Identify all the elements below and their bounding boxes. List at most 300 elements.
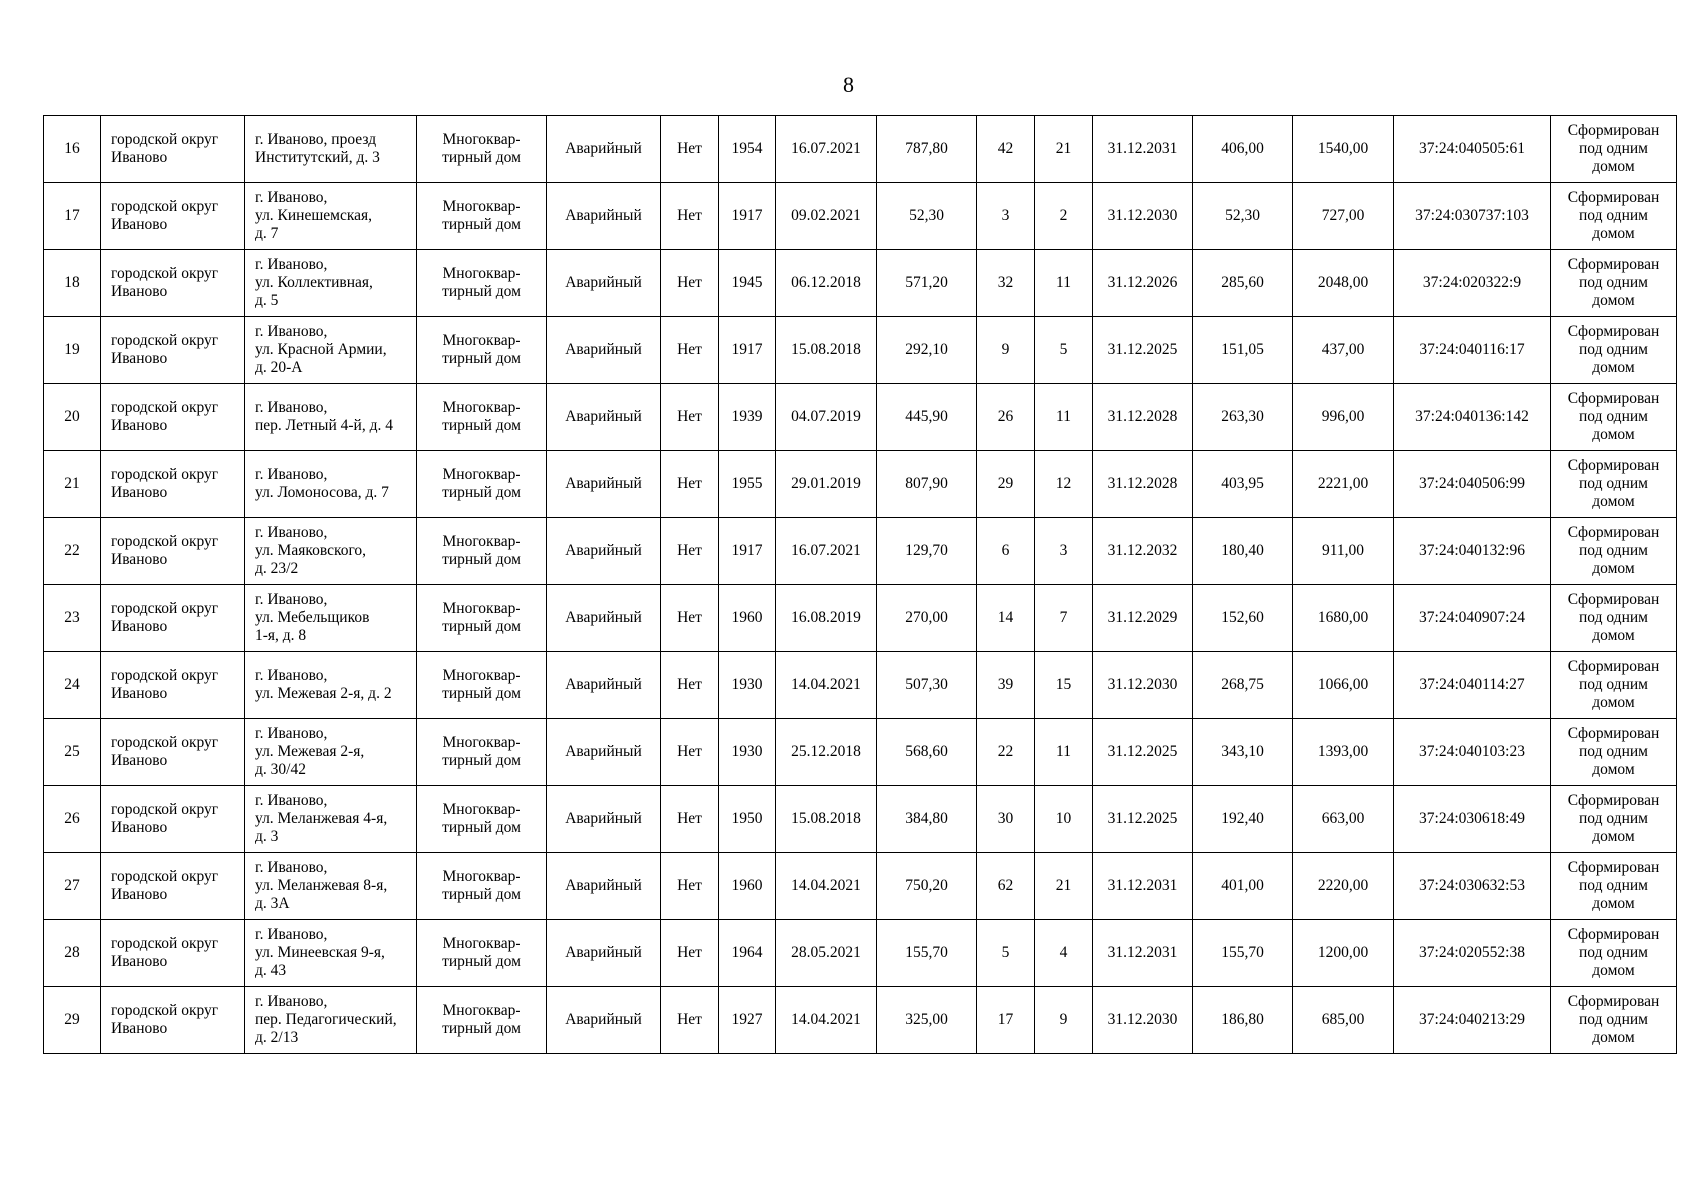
condition-status-cell: Аварийный <box>547 317 661 384</box>
units-count-cell: 21 <box>1035 116 1093 183</box>
residents-count-cell: 29 <box>977 451 1035 518</box>
municipality-line: городской округ <box>111 1002 219 1019</box>
land-status-cell <box>1551 786 1677 853</box>
land-status-line: домом <box>1592 962 1635 979</box>
recognition-date-cell: 29.01.2019 <box>776 451 877 518</box>
resettlement-area-cell: 152,60 <box>1193 585 1293 652</box>
building-type-line: тирный дом <box>442 1020 521 1037</box>
municipality-line: Иваново <box>111 283 168 300</box>
land-status-line: Сформирован <box>1567 591 1660 608</box>
planned-date-cell: 31.12.2030 <box>1093 987 1193 1054</box>
condition-status-cell: Аварийный <box>547 987 661 1054</box>
units-count-cell: 2 <box>1035 183 1093 250</box>
table-row <box>44 250 1677 317</box>
land-status-line: домом <box>1592 158 1635 175</box>
flag-cell: Нет <box>661 250 719 317</box>
flag-cell: Нет <box>661 116 719 183</box>
building-type-cell <box>417 451 547 518</box>
municipality-line: городской округ <box>111 935 219 952</box>
address-cell <box>245 987 417 1054</box>
address-line: д. 43 <box>255 962 287 979</box>
municipality-cell <box>101 116 245 183</box>
building-type-cell <box>417 585 547 652</box>
recognition-date-cell: 15.08.2018 <box>776 786 877 853</box>
land-status-line: под одним <box>1579 408 1648 425</box>
resettlement-area-cell: 155,70 <box>1193 920 1293 987</box>
land-status-line: домом <box>1592 761 1635 778</box>
recognition-date-cell: 14.04.2021 <box>776 652 877 719</box>
municipality-line: городской округ <box>111 332 219 349</box>
build-year-cell: 1927 <box>719 987 776 1054</box>
land-status-cell <box>1551 518 1677 585</box>
build-year-cell: 1960 <box>719 585 776 652</box>
condition-status-cell: Аварийный <box>547 250 661 317</box>
table-row <box>44 585 1677 652</box>
flag-cell: Нет <box>661 384 719 451</box>
building-type-line: тирный дом <box>442 216 521 233</box>
resettlement-area-cell: 285,60 <box>1193 250 1293 317</box>
land-status-line: Сформирован <box>1567 457 1660 474</box>
recognition-date-cell: 06.12.2018 <box>776 250 877 317</box>
land-status-line: Сформирован <box>1567 725 1660 742</box>
planned-date-cell: 31.12.2030 <box>1093 652 1193 719</box>
table-row <box>44 652 1677 719</box>
address-line: д. 2/13 <box>255 1029 299 1046</box>
municipality-line: Иваново <box>111 685 168 702</box>
build-year-cell: 1930 <box>719 652 776 719</box>
table-row <box>44 317 1677 384</box>
address-line: г. Иваново, <box>255 926 328 943</box>
build-year-cell: 1939 <box>719 384 776 451</box>
building-type-line: тирный дом <box>442 752 521 769</box>
table-row <box>44 116 1677 183</box>
building-type-line: Многоквар- <box>442 399 521 416</box>
land-status-cell <box>1551 116 1677 183</box>
total-area-cell: 507,30 <box>877 652 977 719</box>
municipality-line: городской округ <box>111 466 219 483</box>
registry-body <box>44 116 1677 1054</box>
table-row <box>44 786 1677 853</box>
resettlement-area-cell: 268,75 <box>1193 652 1293 719</box>
municipality-cell <box>101 317 245 384</box>
units-count-cell: 10 <box>1035 786 1093 853</box>
land-status-line: под одним <box>1579 140 1648 157</box>
address-line: д. 23/2 <box>255 560 299 577</box>
building-type-line: Многоквар- <box>442 131 521 148</box>
total-area-cell: 270,00 <box>877 585 977 652</box>
building-type-cell <box>417 317 547 384</box>
cadastral-number-cell: 37:24:040506:99 <box>1394 451 1551 518</box>
address-line: г. Иваново, <box>255 591 328 608</box>
address-line: ул. Кинешемская, <box>255 207 373 224</box>
municipality-line: Иваново <box>111 618 168 635</box>
row-number-cell: 26 <box>44 786 101 853</box>
cadastral-number-cell: 37:24:030618:49 <box>1394 786 1551 853</box>
municipality-cell <box>101 987 245 1054</box>
land-status-line: домом <box>1592 292 1635 309</box>
land-area-cell: 2220,00 <box>1293 853 1394 920</box>
flag-cell: Нет <box>661 920 719 987</box>
municipality-cell <box>101 451 245 518</box>
build-year-cell: 1917 <box>719 518 776 585</box>
units-count-cell: 11 <box>1035 384 1093 451</box>
land-status-line: Сформирован <box>1567 859 1660 876</box>
table-row <box>44 183 1677 250</box>
planned-date-cell: 31.12.2029 <box>1093 585 1193 652</box>
municipality-cell <box>101 585 245 652</box>
address-line: д. 7 <box>255 225 279 242</box>
cadastral-number-cell: 37:24:040116:17 <box>1394 317 1551 384</box>
cadastral-number-cell: 37:24:020552:38 <box>1394 920 1551 987</box>
residents-count-cell: 9 <box>977 317 1035 384</box>
building-type-line: тирный дом <box>442 350 521 367</box>
planned-date-cell: 31.12.2025 <box>1093 317 1193 384</box>
land-status-line: Сформирован <box>1567 256 1660 273</box>
building-type-line: тирный дом <box>442 417 521 434</box>
building-type-line: Многоквар- <box>442 1002 521 1019</box>
land-status-cell <box>1551 384 1677 451</box>
land-area-cell: 1540,00 <box>1293 116 1394 183</box>
recognition-date-cell: 14.04.2021 <box>776 987 877 1054</box>
residents-count-cell: 32 <box>977 250 1035 317</box>
recognition-date-cell: 04.07.2019 <box>776 384 877 451</box>
planned-date-cell: 31.12.2032 <box>1093 518 1193 585</box>
municipality-cell <box>101 384 245 451</box>
municipality-line: Иваново <box>111 886 168 903</box>
municipality-line: городской округ <box>111 734 219 751</box>
total-area-cell: 568,60 <box>877 719 977 786</box>
land-status-line: домом <box>1592 493 1635 510</box>
row-number-cell: 27 <box>44 853 101 920</box>
recognition-date-cell: 25.12.2018 <box>776 719 877 786</box>
building-type-line: Многоквар- <box>442 198 521 215</box>
recognition-date-cell: 28.05.2021 <box>776 920 877 987</box>
land-status-line: домом <box>1592 828 1635 845</box>
flag-cell: Нет <box>661 317 719 384</box>
resettlement-area-cell: 406,00 <box>1193 116 1293 183</box>
row-number-cell: 19 <box>44 317 101 384</box>
municipality-line: Иваново <box>111 819 168 836</box>
build-year-cell: 1964 <box>719 920 776 987</box>
total-area-cell: 155,70 <box>877 920 977 987</box>
land-status-line: под одним <box>1579 475 1648 492</box>
address-line: д. 30/42 <box>255 761 306 778</box>
land-status-line: домом <box>1592 627 1635 644</box>
address-line: д. 3А <box>255 895 290 912</box>
flag-cell: Нет <box>661 183 719 250</box>
land-status-line: под одним <box>1579 944 1648 961</box>
building-type-cell <box>417 987 547 1054</box>
flag-cell: Нет <box>661 518 719 585</box>
land-status-line: домом <box>1592 426 1635 443</box>
units-count-cell: 5 <box>1035 317 1093 384</box>
land-status-cell <box>1551 987 1677 1054</box>
condition-status-cell: Аварийный <box>547 853 661 920</box>
building-type-cell <box>417 518 547 585</box>
address-line: д. 3 <box>255 828 279 845</box>
table-row <box>44 920 1677 987</box>
address-line: г. Иваново, <box>255 667 328 684</box>
land-status-line: под одним <box>1579 676 1648 693</box>
address-line: ул. Маяковского, <box>255 542 367 559</box>
row-number-cell: 17 <box>44 183 101 250</box>
address-line: г. Иваново, <box>255 256 328 273</box>
land-status-line: Сформирован <box>1567 926 1660 943</box>
condition-status-cell: Аварийный <box>547 920 661 987</box>
building-type-line: тирный дом <box>442 953 521 970</box>
building-type-cell <box>417 384 547 451</box>
resettlement-area-cell: 343,10 <box>1193 719 1293 786</box>
cadastral-number-cell: 37:24:040505:61 <box>1394 116 1551 183</box>
building-type-line: тирный дом <box>442 484 521 501</box>
row-number-cell: 25 <box>44 719 101 786</box>
table-row <box>44 853 1677 920</box>
flag-cell: Нет <box>661 719 719 786</box>
address-line: г. Иваново, <box>255 993 328 1010</box>
units-count-cell: 11 <box>1035 719 1093 786</box>
address-line: г. Иваново, <box>255 524 328 541</box>
municipality-line: городской округ <box>111 131 219 148</box>
land-area-cell: 727,00 <box>1293 183 1394 250</box>
residents-count-cell: 62 <box>977 853 1035 920</box>
condition-status-cell: Аварийный <box>547 384 661 451</box>
address-cell <box>245 518 417 585</box>
residents-count-cell: 26 <box>977 384 1035 451</box>
municipality-line: Иваново <box>111 484 168 501</box>
address-line: ул. Коллективная, <box>255 274 373 291</box>
address-line: ул. Красной Армии, <box>255 341 387 358</box>
address-cell <box>245 384 417 451</box>
planned-date-cell: 31.12.2028 <box>1093 451 1193 518</box>
land-status-line: Сформирован <box>1567 658 1660 675</box>
address-line: г. Иваново, <box>255 189 328 206</box>
address-line: ул. Межевая 2-я, д. 2 <box>255 685 392 702</box>
building-type-line: тирный дом <box>442 618 521 635</box>
address-cell <box>245 317 417 384</box>
municipality-cell <box>101 853 245 920</box>
address-line: д. 5 <box>255 292 279 309</box>
units-count-cell: 12 <box>1035 451 1093 518</box>
land-status-line: Сформирован <box>1567 323 1660 340</box>
page-number: 8 <box>843 72 854 97</box>
municipality-line: городской округ <box>111 198 219 215</box>
build-year-cell: 1960 <box>719 853 776 920</box>
residents-count-cell: 42 <box>977 116 1035 183</box>
planned-date-cell: 31.12.2031 <box>1093 853 1193 920</box>
recognition-date-cell: 09.02.2021 <box>776 183 877 250</box>
total-area-cell: 807,90 <box>877 451 977 518</box>
land-status-line: домом <box>1592 359 1635 376</box>
flag-cell: Нет <box>661 987 719 1054</box>
total-area-cell: 325,00 <box>877 987 977 1054</box>
land-area-cell: 663,00 <box>1293 786 1394 853</box>
municipality-line: Иваново <box>111 350 168 367</box>
land-status-line: домом <box>1592 895 1635 912</box>
address-cell <box>245 719 417 786</box>
address-cell <box>245 585 417 652</box>
building-type-line: тирный дом <box>442 819 521 836</box>
land-status-line: Сформирован <box>1567 189 1660 206</box>
residents-count-cell: 3 <box>977 183 1035 250</box>
condition-status-cell: Аварийный <box>547 585 661 652</box>
condition-status-cell: Аварийный <box>547 719 661 786</box>
recognition-date-cell: 16.08.2019 <box>776 585 877 652</box>
residents-count-cell: 39 <box>977 652 1035 719</box>
building-type-line: Многоквар- <box>442 265 521 282</box>
land-status-line: под одним <box>1579 1011 1648 1028</box>
land-status-cell <box>1551 920 1677 987</box>
building-type-cell <box>417 719 547 786</box>
land-status-cell <box>1551 250 1677 317</box>
build-year-cell: 1950 <box>719 786 776 853</box>
building-type-line: тирный дом <box>442 283 521 300</box>
land-status-cell <box>1551 317 1677 384</box>
total-area-cell: 571,20 <box>877 250 977 317</box>
units-count-cell: 3 <box>1035 518 1093 585</box>
row-number-cell: 18 <box>44 250 101 317</box>
land-status-line: домом <box>1592 1029 1635 1046</box>
building-type-line: Многоквар- <box>442 801 521 818</box>
planned-date-cell: 31.12.2026 <box>1093 250 1193 317</box>
land-area-cell: 911,00 <box>1293 518 1394 585</box>
municipality-cell <box>101 719 245 786</box>
address-line: г. Иваново, <box>255 725 328 742</box>
address-line: г. Иваново, <box>255 323 328 340</box>
address-line: ул. Ломоносова, д. 7 <box>255 484 389 501</box>
municipality-line: городской округ <box>111 868 219 885</box>
land-status-line: домом <box>1592 225 1635 242</box>
cadastral-number-cell: 37:24:040136:142 <box>1394 384 1551 451</box>
total-area-cell: 52,30 <box>877 183 977 250</box>
land-status-cell <box>1551 585 1677 652</box>
condition-status-cell: Аварийный <box>547 116 661 183</box>
municipality-line: городской округ <box>111 533 219 550</box>
condition-status-cell: Аварийный <box>547 786 661 853</box>
address-cell <box>245 786 417 853</box>
residents-count-cell: 30 <box>977 786 1035 853</box>
flag-cell: Нет <box>661 652 719 719</box>
address-line: ул. Мебельщиков <box>255 609 370 626</box>
land-area-cell: 1200,00 <box>1293 920 1394 987</box>
total-area-cell: 384,80 <box>877 786 977 853</box>
address-line: 1-я, д. 8 <box>255 627 307 644</box>
address-line: ул. Меланжевая 8-я, <box>255 877 388 894</box>
resettlement-area-cell: 403,95 <box>1193 451 1293 518</box>
row-number-cell: 23 <box>44 585 101 652</box>
municipality-line: городской округ <box>111 399 219 416</box>
municipality-cell <box>101 920 245 987</box>
recognition-date-cell: 16.07.2021 <box>776 116 877 183</box>
municipality-line: городской округ <box>111 265 219 282</box>
address-cell <box>245 652 417 719</box>
recognition-date-cell: 15.08.2018 <box>776 317 877 384</box>
municipality-cell <box>101 518 245 585</box>
building-type-cell <box>417 116 547 183</box>
build-year-cell: 1917 <box>719 317 776 384</box>
total-area-cell: 129,70 <box>877 518 977 585</box>
building-type-line: Многоквар- <box>442 868 521 885</box>
build-year-cell: 1955 <box>719 451 776 518</box>
build-year-cell: 1917 <box>719 183 776 250</box>
row-number-cell: 28 <box>44 920 101 987</box>
land-status-line: под одним <box>1579 877 1648 894</box>
building-type-line: Многоквар- <box>442 734 521 751</box>
building-type-line: тирный дом <box>442 685 521 702</box>
condition-status-cell: Аварийный <box>547 183 661 250</box>
land-status-line: под одним <box>1579 274 1648 291</box>
municipality-line: Иваново <box>111 551 168 568</box>
flag-cell: Нет <box>661 451 719 518</box>
building-type-cell <box>417 853 547 920</box>
building-type-cell <box>417 250 547 317</box>
land-status-cell <box>1551 183 1677 250</box>
municipality-line: городской округ <box>111 801 219 818</box>
address-line: пер. Летный 4-й, д. 4 <box>255 417 393 434</box>
land-area-cell: 2221,00 <box>1293 451 1394 518</box>
address-line: ул. Минеевская 9-я, <box>255 944 385 961</box>
table-row <box>44 987 1677 1054</box>
cadastral-number-cell: 37:24:040907:24 <box>1394 585 1551 652</box>
build-year-cell: 1954 <box>719 116 776 183</box>
planned-date-cell: 31.12.2031 <box>1093 920 1193 987</box>
building-type-cell <box>417 920 547 987</box>
resettlement-area-cell: 401,00 <box>1193 853 1293 920</box>
resettlement-area-cell: 151,05 <box>1193 317 1293 384</box>
address-line: ул. Меланжевая 4-я, <box>255 810 388 827</box>
municipality-cell <box>101 786 245 853</box>
municipality-line: Иваново <box>111 216 168 233</box>
residents-count-cell: 6 <box>977 518 1035 585</box>
row-number-cell: 22 <box>44 518 101 585</box>
municipality-line: Иваново <box>111 149 168 166</box>
land-status-line: Сформирован <box>1567 122 1660 139</box>
address-line: г. Иваново, проезд <box>255 131 377 148</box>
building-type-cell <box>417 786 547 853</box>
total-area-cell: 787,80 <box>877 116 977 183</box>
address-line: г. Иваново, <box>255 466 328 483</box>
residents-count-cell: 5 <box>977 920 1035 987</box>
units-count-cell: 11 <box>1035 250 1093 317</box>
condition-status-cell: Аварийный <box>547 451 661 518</box>
units-count-cell: 4 <box>1035 920 1093 987</box>
land-area-cell: 2048,00 <box>1293 250 1394 317</box>
address-line: г. Иваново, <box>255 792 328 809</box>
address-cell <box>245 853 417 920</box>
building-type-line: тирный дом <box>442 886 521 903</box>
address-line: ул. Межевая 2-я, <box>255 743 365 760</box>
cadastral-number-cell: 37:24:040103:23 <box>1394 719 1551 786</box>
building-type-line: Многоквар- <box>442 600 521 617</box>
address-line: д. 20-А <box>255 359 303 376</box>
building-type-line: Многоквар- <box>442 332 521 349</box>
municipality-cell <box>101 652 245 719</box>
land-area-cell: 437,00 <box>1293 317 1394 384</box>
residents-count-cell: 22 <box>977 719 1035 786</box>
address-line: г. Иваново, <box>255 399 328 416</box>
row-number-cell: 29 <box>44 987 101 1054</box>
building-type-cell <box>417 652 547 719</box>
address-cell <box>245 116 417 183</box>
units-count-cell: 7 <box>1035 585 1093 652</box>
land-status-line: Сформирован <box>1567 993 1660 1010</box>
resettlement-area-cell: 186,80 <box>1193 987 1293 1054</box>
total-area-cell: 750,20 <box>877 853 977 920</box>
land-status-line: Сформирован <box>1567 792 1660 809</box>
building-type-line: тирный дом <box>442 551 521 568</box>
table-row <box>44 384 1677 451</box>
condition-status-cell: Аварийный <box>547 652 661 719</box>
land-status-cell <box>1551 853 1677 920</box>
